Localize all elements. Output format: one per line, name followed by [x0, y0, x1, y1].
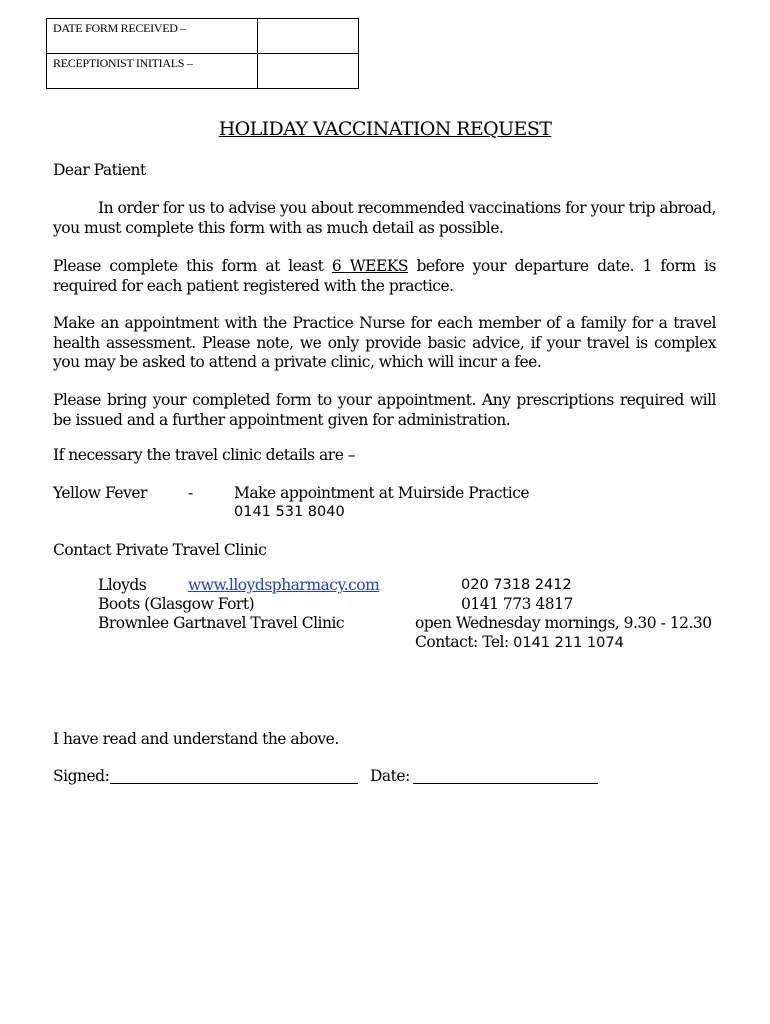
paragraph-clinic-details: If necessary the travel clinic details are – — [53, 446, 356, 464]
acknowledgement: I have read and understand the above. — [53, 730, 339, 748]
timing-text-after: before your departure date. 1 form is required for each patient registered with the practice. — [53, 257, 716, 295]
receptionist-initials-label: RECEPTIONIST INITIALS – — [47, 54, 258, 89]
date-line[interactable] — [413, 769, 598, 784]
boots-phone: 0141 773 4817 — [461, 595, 573, 613]
lloyds-url-link[interactable]: www.lloydspharmacy.com — [188, 576, 380, 594]
lloyds-phone: 020 7318 2412 — [461, 577, 572, 593]
boots-name: Boots (Glasgow Fort) — [98, 595, 255, 613]
admin-box — [46, 18, 359, 89]
yellow-fever-phone: 0141 531 8040 — [234, 504, 345, 520]
signed-label: Signed: — [53, 767, 110, 785]
date-received-field[interactable] — [258, 19, 359, 54]
yellow-fever-dash: - — [188, 484, 193, 502]
yellow-fever-text: Make appointment at Muirside Practice — [234, 484, 530, 502]
paragraph-intro: In order for us to advise you about recommended vaccinations for your trip abroad, you must complete this form with as much detail as possible. — [53, 199, 716, 237]
paragraph-timing — [53, 257, 716, 296]
brownlee-hours: open Wednesday mornings, 9.30 - 12.30 — [415, 614, 712, 632]
brownlee-contact-label: Contact: Tel: — [415, 633, 514, 651]
paragraph-bring-form: Please bring your completed form to your appointment. Any prescriptions required will be issued and a further appointment given for administration. — [53, 391, 716, 429]
paragraph-appointment: Make an appointment with the Practice Nurse for each member of a family for a travel health assessment. Please note, we only provide basic advice, if your travel is complex you may be asked to attend a private clinic, which will incur a fee. — [53, 314, 716, 371]
signature-line[interactable] — [110, 769, 358, 784]
private-clinic-heading: Contact Private Travel Clinic — [53, 541, 267, 559]
six-weeks-emphasis: 6 WEEKS — [331, 257, 408, 275]
brownlee-phone: 0141 211 1074 — [513, 635, 624, 651]
yellow-fever-label: Yellow Fever — [53, 484, 147, 502]
page-title: HOLIDAY VACCINATION REQUEST — [218, 118, 552, 140]
date-label: Date: — [370, 767, 410, 785]
brownlee-contact — [415, 633, 624, 654]
date-received-label: DATE FORM RECEIVED – — [47, 19, 258, 54]
lloyds-name: Lloyds — [98, 576, 147, 594]
timing-text-before: Please complete this form at least — [53, 257, 332, 275]
salutation: Dear Patient — [53, 161, 146, 179]
receptionist-initials-field[interactable] — [258, 54, 359, 89]
brownlee-name: Brownlee Gartnavel Travel Clinic — [98, 614, 345, 632]
